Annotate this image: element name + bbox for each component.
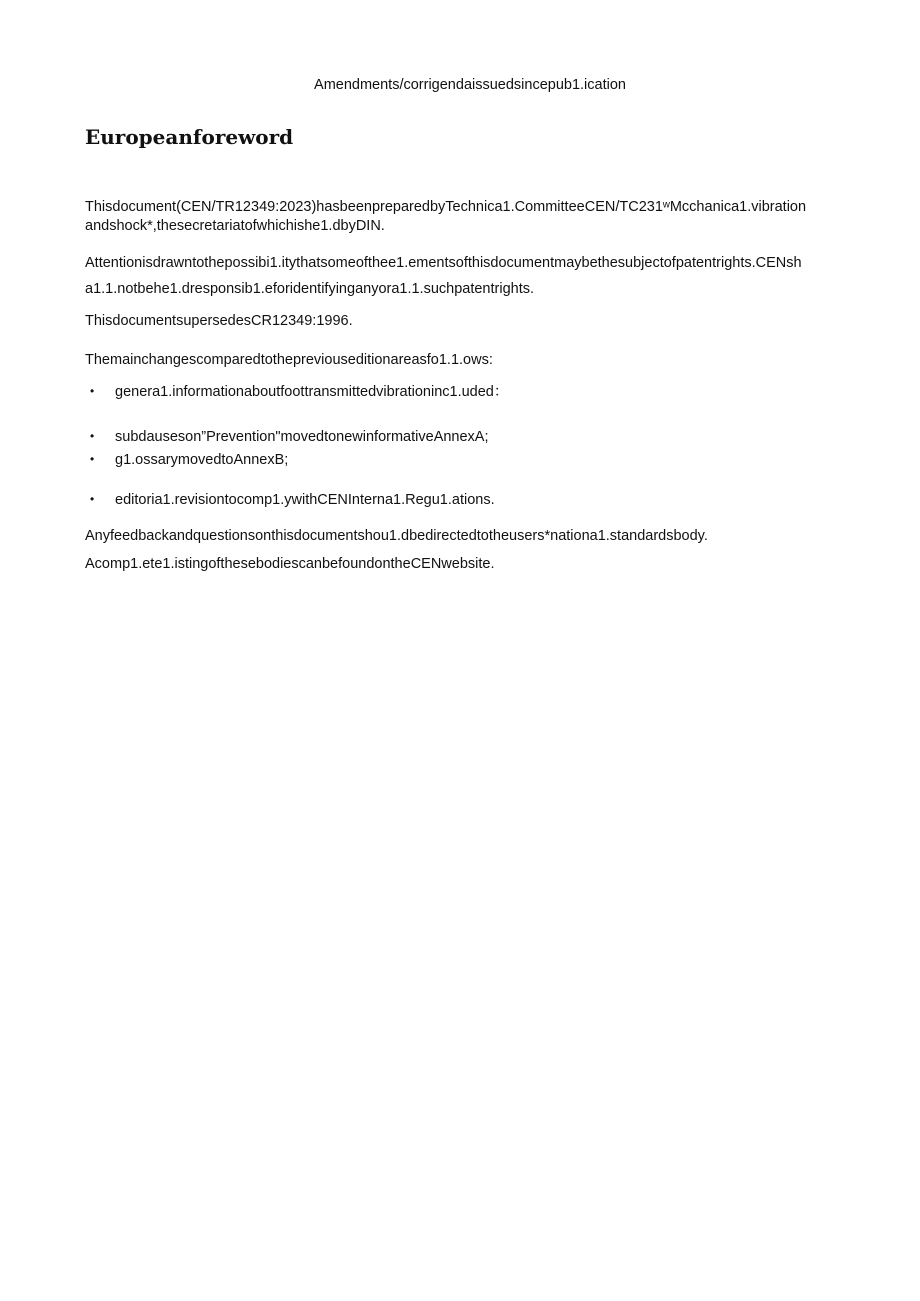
paragraph-prepared-by: Thisdocument(CEN/TR12349:2023)hasbeenpreparedbyTechnica1.CommitteeCEN/TC231ʷMcchanica1.vibration andshock*,thesecretariatofwhichishe1.dbyDIN. [85, 199, 807, 234]
bullet-icon: • [90, 492, 95, 506]
bullet-icon: • [90, 384, 95, 398]
bullet-icon: • [90, 429, 95, 443]
paragraph-feedback: Anyfeedbackandquestionsonthisdocumentshou1.dbedirectedtotheusers*nationa1.standardsbody. [85, 528, 708, 544]
paragraph-main-changes: Themainchangescomparedtothepreviouseditionareasfo1.1.ows: [85, 352, 493, 368]
list-item-text: g1.ossarymovedtoAnnexB; [115, 452, 289, 468]
paragraph-supersedes: ThisdocumentsupersedesCR12349:1996. [85, 313, 353, 329]
page-title: Europeanforeword [85, 125, 294, 149]
bullet-icon: • [90, 452, 95, 466]
list-item-text: subdauseson”Prevention"movedtonewinformativeAnnexA; [115, 429, 489, 445]
list-item-text: editoria1.revisiontocomp1.ywithCENInterna1.Regu1.ations. [115, 492, 495, 508]
list-item-text: genera1.informationaboutfoottransmittedvibrationinc1.uded： [115, 384, 509, 400]
paragraph-patent-rights-line2: a1.1.notbehe1.dresponsib1.eforidentifyinganyora1.1.suchpatentrights. [85, 281, 535, 297]
paragraph-listing: Acomp1.ete1.istingofthesebodiescanbefoundontheCENwebsite. [85, 556, 495, 572]
paragraph-patent-rights-line1: Attentionisdrawntothepossibi1.itythatsomeofthee1.ementsofthisdocumentmaybethesubjectofpatentrights.CENsh [85, 255, 802, 271]
amendments-heading: Amendments/corrigendaissuedsincepub1.ication [314, 77, 626, 93]
